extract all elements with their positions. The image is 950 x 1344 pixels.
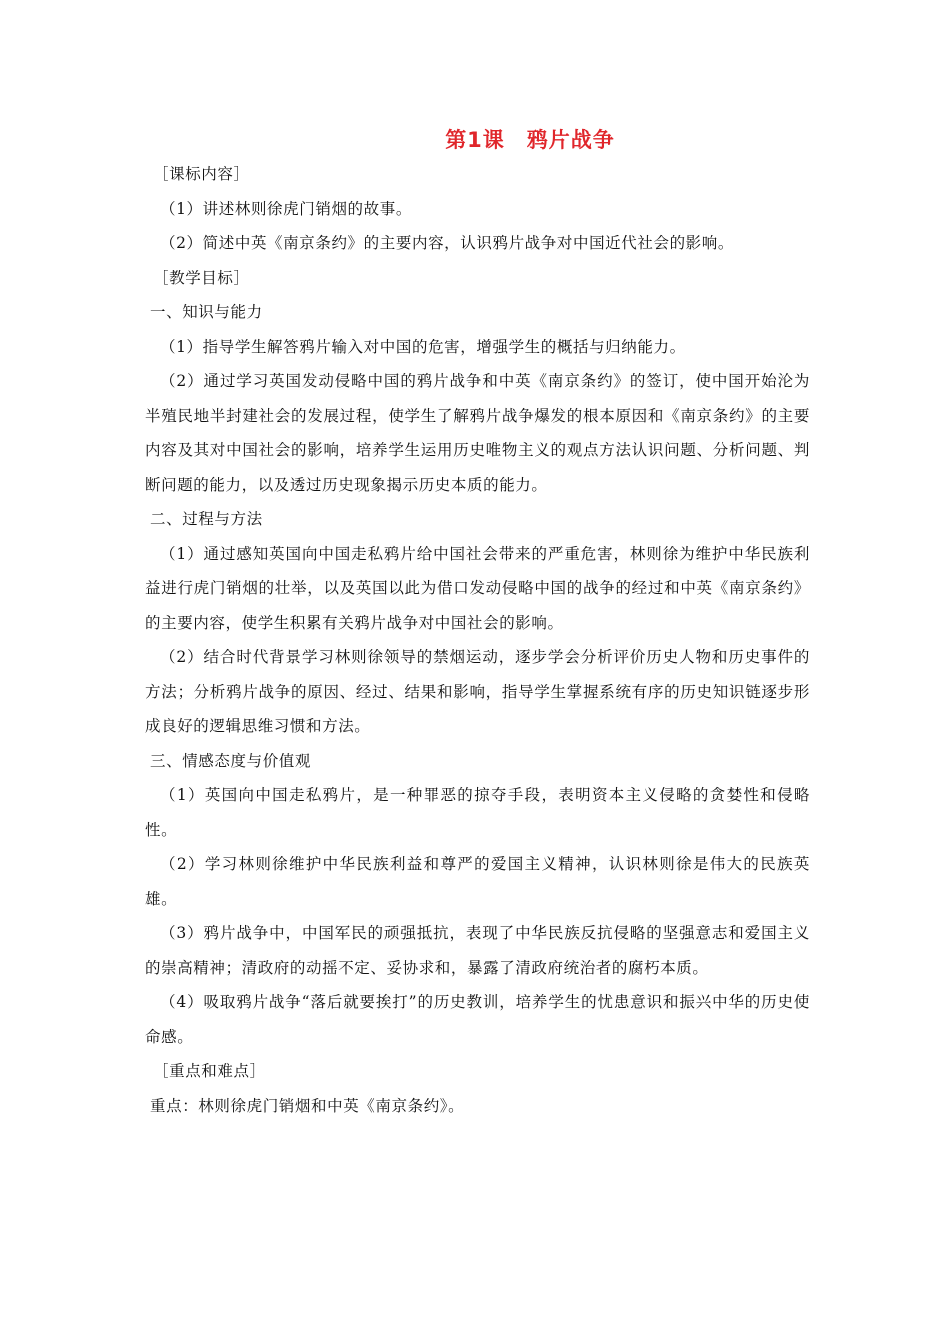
paragraph: （1）通过感知英国向中国走私鸦片给中国社会带来的严重危害，林则徐为维护中华民族利益进行虎门销烟的壮举，以及英国以此为借口发动侵略中国的战争的经过和中英《南京条约》的主要内容，使学生积累有关鸦片战争对中国社会的影响。	[145, 544, 810, 632]
paragraph: （2）通过学习英国发动侵略中国的鸦片战争和中英《南京条约》的签订，使中国开始沦为半殖民地半封建社会的发展过程，使学生了解鸦片战争爆发的根本原因和《南京条约》的主要内容及其对中国社会的影响，培养学生运用历史唯物主义的观点方法认识问题、分析问题、判断问题的能力，以及透过历史现象揭示历史本质的能力。	[145, 372, 810, 494]
paragraph: 重点：林则徐虎门销烟和中英《南京条约》。	[150, 1096, 465, 1115]
section-heading-key-points: ［重点和难点］	[153, 1062, 266, 1080]
subsection-heading: 二、过程与方法	[150, 510, 263, 528]
section-heading-curriculum: ［课标内容］	[153, 165, 250, 183]
paragraph: （1）讲述林则徐虎门销烟的故事。	[160, 199, 412, 218]
paragraph: （2）简述中英《南京条约》的主要内容，认识鸦片战争对中国近代社会的影响。	[160, 234, 734, 252]
lesson-title: 第1课 鸦片战争	[445, 128, 615, 152]
section-heading-objectives: ［教学目标］	[153, 268, 250, 287]
paragraph: （4）吸取鸦片战争“落后就要挨打”的历史教训，培养学生的忧患意识和振兴中华的历史使命感。	[145, 993, 810, 1046]
subsection-heading: 三、情感态度与价值观	[150, 751, 312, 770]
subsection-heading: 一、知识与能力	[150, 303, 263, 321]
paragraph: （2）结合时代背景学习林则徐领导的禁烟运动，逐步学会分析评价历史人物和历史事件的方法；分析鸦片战争的原因、经过、结果和影响，指导学生掌握系统有序的历史知识链逐步形成良好的逻辑思维习惯和方法。	[145, 648, 810, 735]
paragraph: （1）英国向中国走私鸦片，是一种罪恶的掠夺手段，表明资本主义侵略的贪婪性和侵略性。	[145, 786, 810, 839]
document-body	[145, 157, 810, 1123]
paragraph: （1）指导学生解答鸦片输入对中国的危害，增强学生的概括与归纳能力。	[160, 337, 686, 356]
paragraph: （2）学习林则徐维护中华民族利益和尊严的爱国主义精神，认识林则徐是伟大的民族英雄。	[145, 855, 810, 908]
paragraph: （3）鸦片战争中，中国军民的顽强抵抗，表现了中华民族反抗侵略的坚强意志和爱国主义的崇高精神；清政府的动摇不定、妥协求和，暴露了清政府统治者的腐朽本质。	[145, 924, 810, 977]
